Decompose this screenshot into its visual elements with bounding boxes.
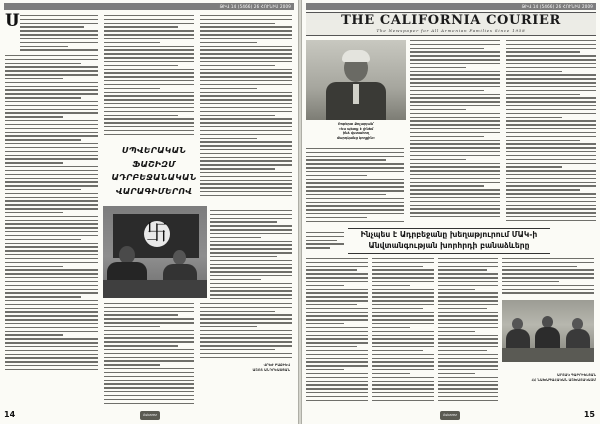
caption-line-1: Ռոբերտ Քոչարյան՝: [337, 122, 375, 126]
left-page: [0, 0, 298, 424]
left-header-text: ԹԻՎ 14 (5466) 26 ՀՈՒՆԻՍ 2009: [219, 4, 291, 9]
left-page-photo: [103, 206, 207, 298]
masthead: [306, 12, 596, 36]
right-column-d-bottom: [502, 258, 594, 296]
right-signature-line-1: ԱՐՏԱԿ ԳԱԲՐԻԵԼՅԱՆ: [556, 373, 596, 377]
left-column-3-mid: [210, 210, 292, 310]
left-signature-line-2: ԱՇՈՏ ԱՆԴՐԵԱՍՅԱՆ: [252, 367, 290, 372]
left-column-3-bottom: [200, 303, 292, 361]
page-number-right: 15: [583, 410, 595, 419]
left-headline-line-1: ՍՊՎԵՐԱԿԱՆ ՖԱՇԻԶՄ: [121, 145, 187, 169]
drop-cap: Ս: [5, 11, 20, 31]
right-header-text: ԹԻՎ 14 (5466) 26 ՀՈՒՆԻՍ 2009: [521, 4, 593, 9]
masthead-title: THE CALIFORNIA COURIER: [341, 13, 561, 28]
emblem-glyph: 卐: [145, 221, 168, 246]
portrait-photo: [306, 40, 406, 120]
right-headline-line-2: Անվտանգության խորհրդի բանաձևերը: [368, 240, 530, 250]
left-column-2-top: [104, 15, 194, 140]
headline-rule-top: [348, 228, 550, 229]
left-column-1: [20, 15, 98, 55]
right-column-b-bottom: [372, 258, 434, 408]
left-signature: [218, 363, 290, 372]
right-column-c-bottom: [438, 258, 498, 408]
left-headline-line-2: ԱԴՐԲԵՋԱՆԱԿԱՆ: [111, 172, 197, 182]
right-column-a-top-2: [306, 232, 344, 252]
caption-line-4: մարդկանց կողքին»: [336, 135, 376, 140]
footer-logo-right: Asbarez: [440, 411, 460, 420]
photo-caption: [306, 122, 406, 140]
right-signature: [516, 373, 596, 382]
left-column-3-top: [200, 15, 292, 205]
right-page: [302, 0, 600, 424]
left-column-2-bottom: [104, 303, 194, 408]
page-number-left: 14: [4, 410, 16, 419]
masthead-subtitle: The Newspaper for All Armenian Families Since 1958: [376, 28, 526, 33]
footer-logo-left: Asbarez: [140, 411, 160, 420]
right-page-header: [306, 3, 596, 10]
right-column-b-top: [410, 40, 500, 226]
left-headline-line-3: ՎԱՐԱԳԻՄԵՐՈՎ: [115, 185, 193, 196]
left-headline: [104, 144, 204, 198]
right-column-c-top: [506, 40, 596, 226]
right-headline-line-1: Ինչպես է Ադրբեջանը խեղաթյուրում ՄԱԿ-ի: [360, 230, 538, 239]
right-column-a-top: [306, 148, 404, 226]
right-headline: [349, 230, 549, 251]
caption-line-2: «Ես պետք է լինեմ: [338, 126, 374, 131]
meeting-photo: [502, 300, 594, 362]
headline-rule-bottom: [348, 253, 550, 254]
right-column-a-bottom: [306, 258, 368, 408]
left-column-1b: [5, 55, 98, 390]
right-signature-line-2: ՀՀ ՆԱԽԱԳԱՀԱԿԱՆ ԱՇԽԱՏԱԿԱԶՄ: [531, 377, 596, 382]
caption-line-3: ինձ վստահող: [342, 131, 370, 136]
left-page-header: [4, 3, 294, 10]
left-signature-line-1: ՎՐԵԺ ԲԱՔԻԵՎ: [263, 363, 290, 367]
